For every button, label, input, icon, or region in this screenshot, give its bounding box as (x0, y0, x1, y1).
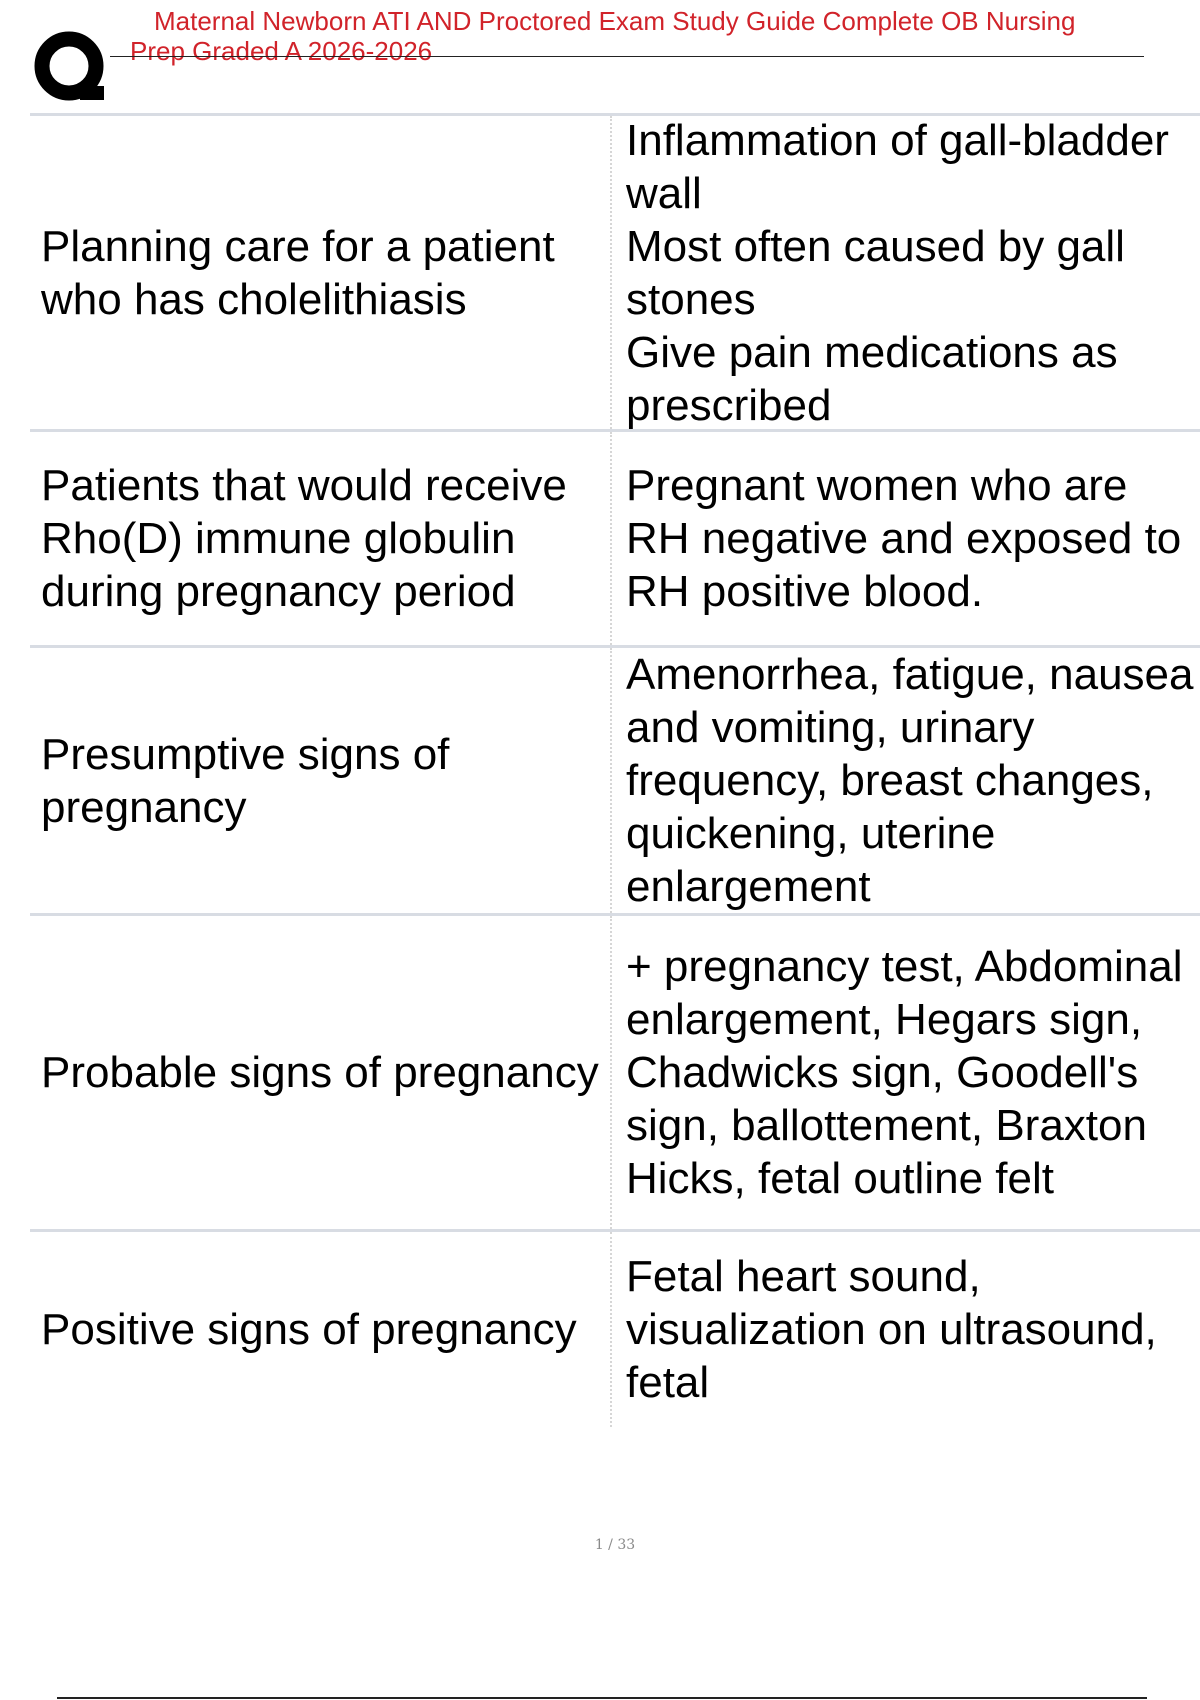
footer-divider (57, 1697, 1147, 1699)
term-cell: Patients that would receive Rho(D) immune globulin during pregnancy period (41, 461, 567, 616)
definition-line: Inflammation of gall-bladder wall (626, 115, 1169, 218)
definition-line: Most often caused by gall stones (626, 221, 1125, 324)
definition-line: Pregnant women who are RH negative and exposed to RH positive blood. (626, 461, 1182, 616)
page-number: 1 / 33 (594, 1537, 636, 1553)
term-cell: Probable signs of pregnancy (41, 1048, 599, 1097)
header-title-line-2: Prep Graded A 2026-2026 (130, 36, 433, 66)
term-cell: Positive signs of pregnancy (41, 1305, 577, 1354)
header-title-line-1: Maternal Newborn ATI AND Proctored Exam Study Guide Complete OB Nursing (154, 6, 1076, 36)
flashcard-table (30, 113, 1200, 1427)
term-cell: Planning care for a patient who has cholelithiasis (41, 221, 555, 324)
q-logo-icon (32, 30, 110, 108)
definition-cell (610, 916, 1200, 1229)
definition-line: Fetal heart sound, visualization on ultrasound, fetal (626, 1252, 1157, 1407)
table-row (30, 1229, 1200, 1427)
definition-cell (610, 432, 1200, 645)
definition-line: Amenorrhea, fatigue, nausea and vomiting, urinary frequency, breast changes, quickening, uterine enlargement (626, 650, 1194, 911)
table-row (30, 645, 1200, 913)
table-row (30, 113, 1200, 429)
definition-cell (610, 116, 1200, 429)
definition-line: Give pain medications as prescribed (626, 327, 1118, 430)
term-cell: Presumptive signs of pregnancy (41, 729, 450, 832)
definition-cell (610, 648, 1200, 913)
document-header-title (130, 6, 1170, 66)
table-row (30, 913, 1200, 1229)
definition-line: + pregnancy test, Abdominal enlargement, Hegars sign, Chadwicks sign, Goodell's sign, ballottement, Braxton Hicks, fetal outline felt (626, 942, 1183, 1203)
table-row (30, 429, 1200, 645)
definition-cell (610, 1232, 1200, 1427)
header-divider (110, 56, 1144, 57)
